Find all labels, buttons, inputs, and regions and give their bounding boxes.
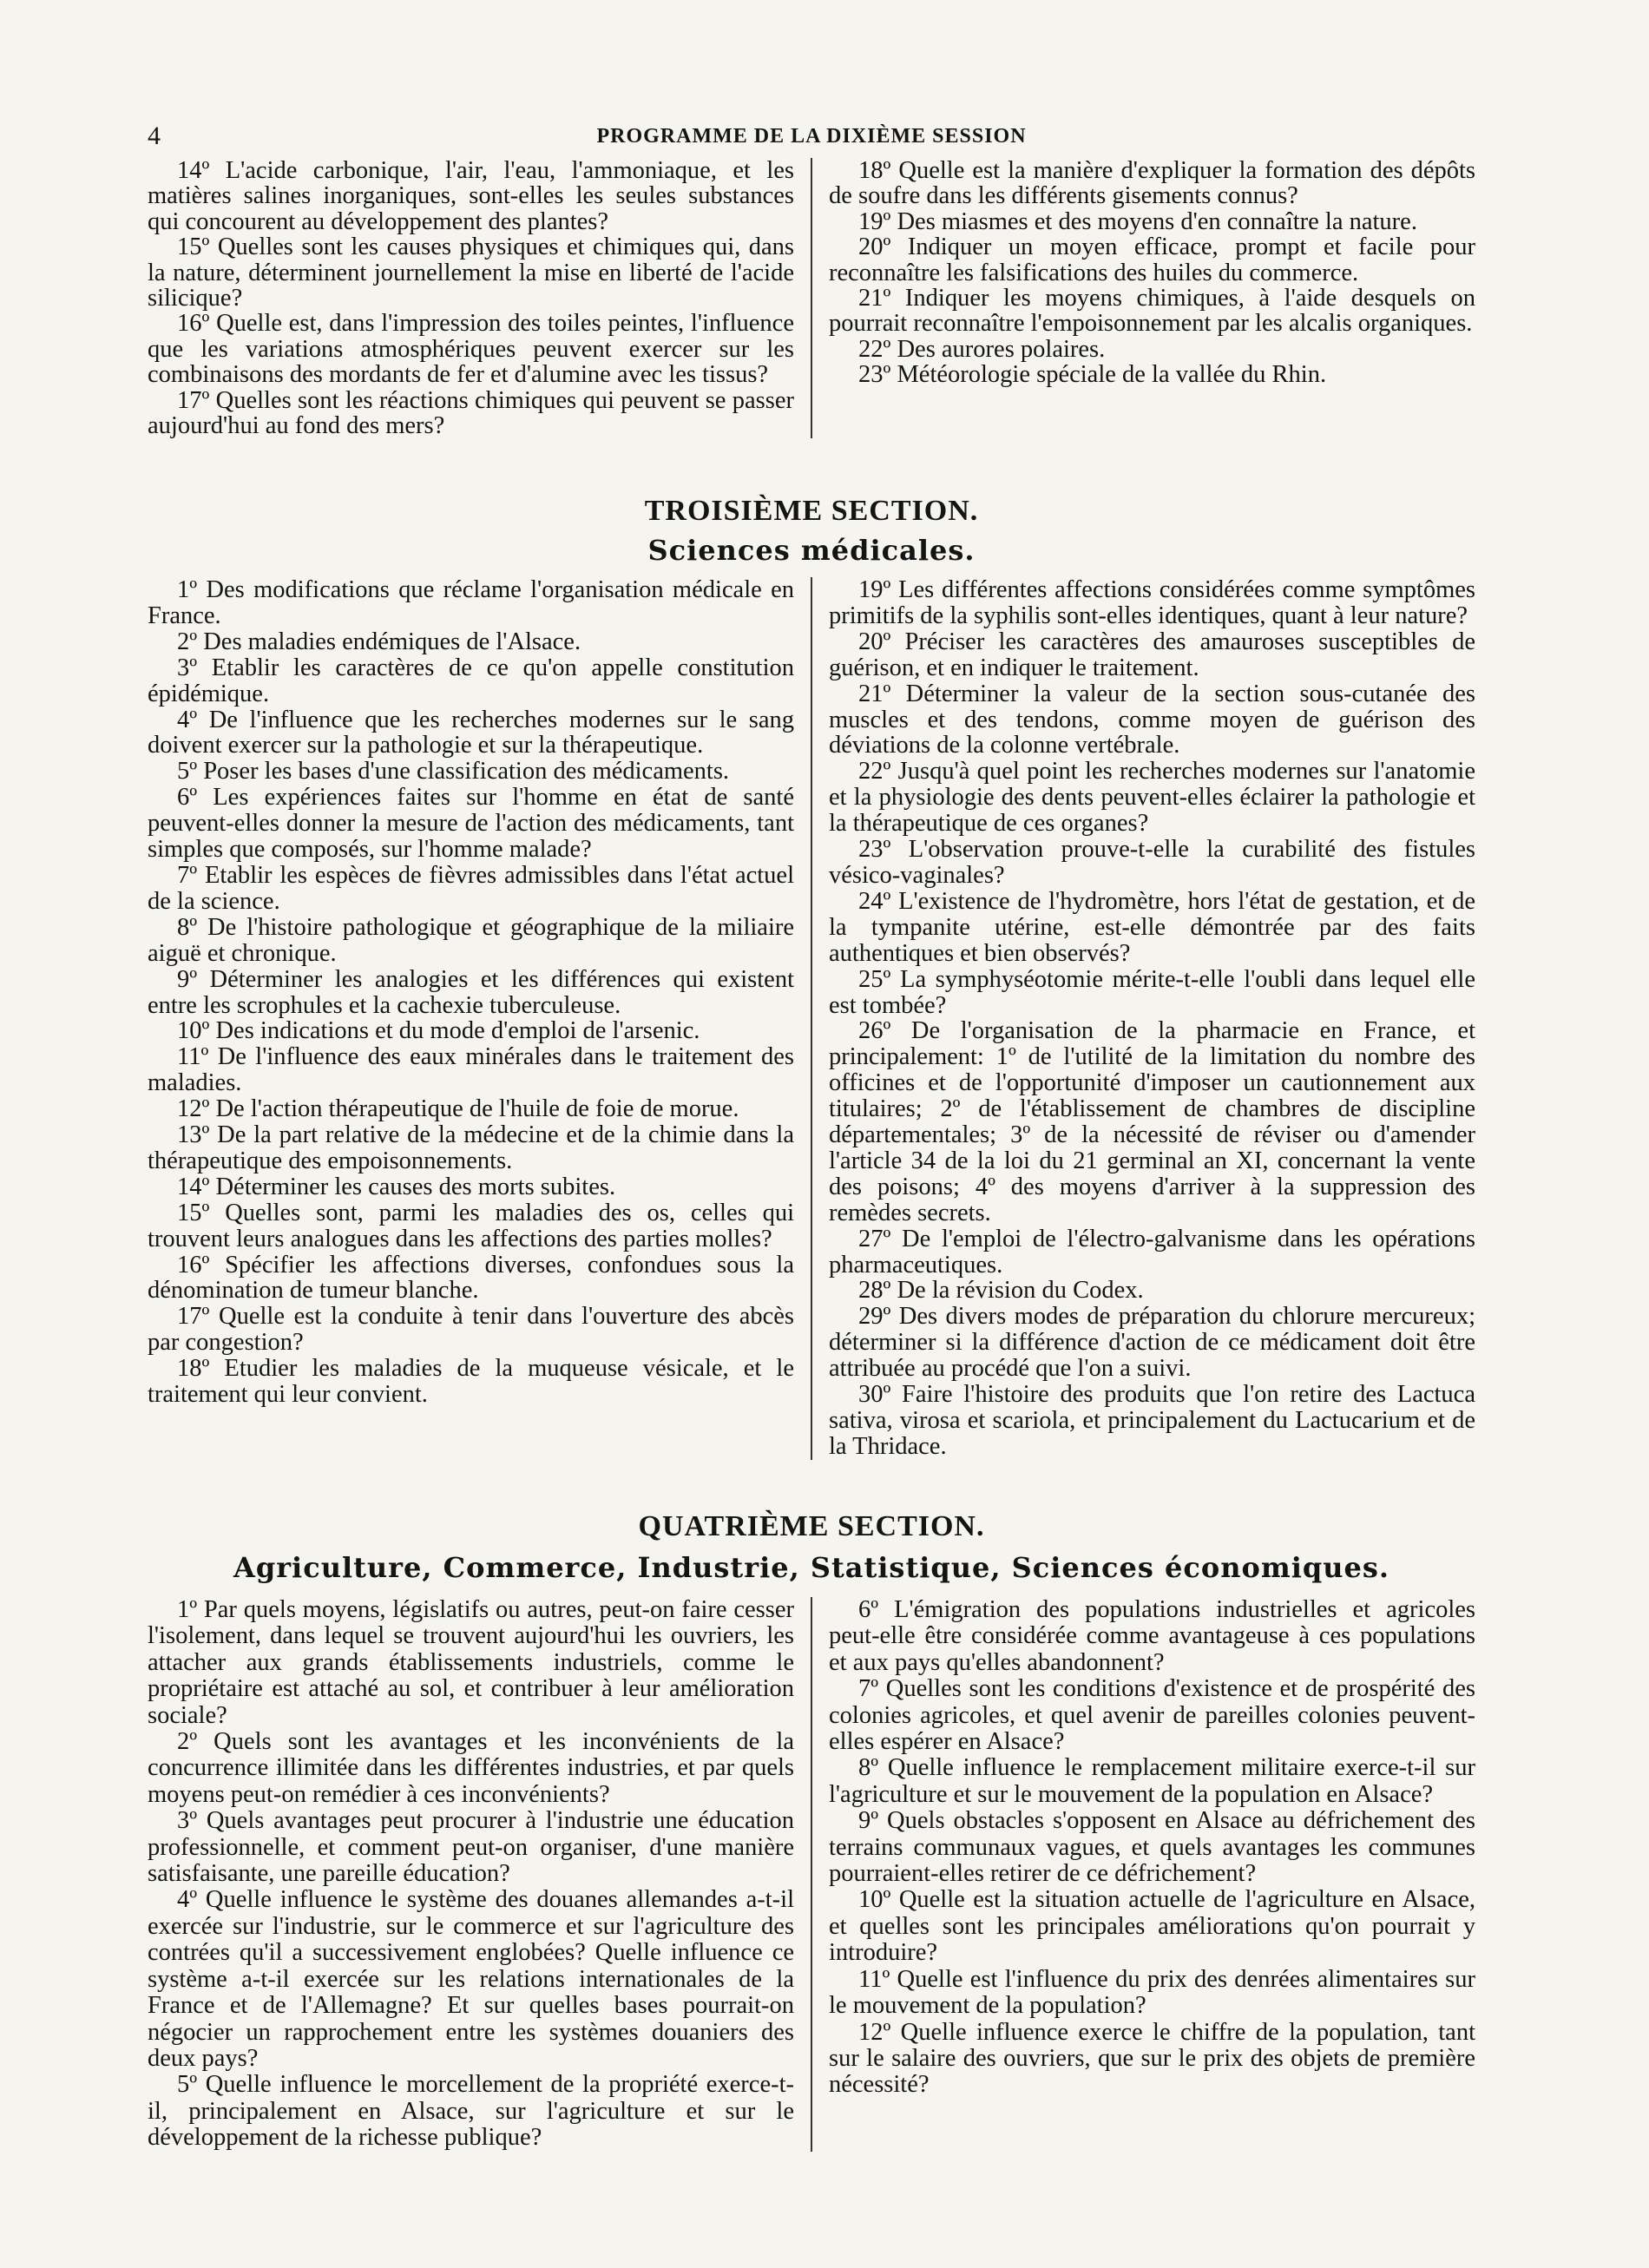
question-item: 1º Des modifications que réclame l'organisation médicale en France.: [148, 576, 794, 629]
question-item: 2º Quels sont les avantages et les inconvénients de la concurrence illimitée dans les différentes industries, et par quels moyens peut-on remédier à ces inconvénients?: [148, 1728, 794, 1808]
question-item: 8º De l'histoire pathologique et géographique de la miliaire aiguë et chronique.: [148, 913, 794, 967]
question-item: 23º Météorologie spéciale de la vallée du Rhin.: [858, 361, 1327, 389]
page-number: 4: [148, 122, 161, 150]
question-item: 10º Des indications et du mode d'emploi de l'arsenic.: [177, 1017, 700, 1045]
question-item: 22º Des aurores polaires.: [858, 335, 1106, 363]
question-item: 25º La symphyséotomie mérite-t-elle l'oubli dans lequel elle est tombée?: [829, 965, 1475, 1019]
question-item: 17º Quelles sont les réactions chimiques qui peuvent se passer aujourd'hui au fond des mers?: [148, 386, 794, 440]
section-continuation-columns: [148, 158, 1475, 438]
left-column: [148, 1597, 794, 2152]
question-item: 19º Les différentes affections considérées comme symptômes primitifs de la syphilis sont-elles identiques, quant à leur nature?: [829, 576, 1475, 629]
question-item: 11º Quelle est l'influence du prix des denrées alimentaires sur le mouvement de la population?: [829, 1965, 1475, 2020]
question-item: 10º Quelle est la situation actuelle de l'agriculture en Alsace, et quelles sont les principales améliorations qu'on pourrait y introduire?: [829, 1886, 1475, 1967]
question-item: 1º Par quels moyens, législatifs ou autres, peut-on faire cesser l'isolement, dans lequel se trouvent aujourd'hui les ouvriers, les attacher aux grands établissements industriels, comme le propriétaire est attaché au sol, et contribuer à leur amélioration sociale?: [148, 1596, 794, 1729]
question-item: 9º Quels obstacles s'opposent en Alsace au défrichement des terrains communaux vagues, et quels avantages les communes pourraient-elles retirer de ce défrichement?: [829, 1807, 1475, 1888]
question-item: 23º L'observation prouve-t-elle la curabilité des fistules vésico-vaginales?: [829, 836, 1475, 889]
question-item: 6º L'émigration des populations industrielles et agricoles peut-elle être considérée comme avantageuse à ces populations et aux pays qu'elles abandonnent?: [829, 1596, 1475, 1676]
column-divider: [811, 1597, 812, 2152]
running-head: [148, 122, 1475, 156]
question-item: 2º Des maladies endémiques de l'Alsace.: [177, 628, 581, 655]
question-item: 3º Etablir les caractères de ce qu'on appelle constitution épidémique.: [148, 654, 794, 707]
question-item: 5º Poser les bases d'une classification des médicaments.: [177, 758, 730, 786]
right-column: [829, 158, 1475, 438]
question-item: 24º L'existence de l'hydromètre, hors l'état de gestation, et de la tympanite utérine, est-elle démontrée par des faits authentiques et bien observés?: [829, 887, 1475, 967]
question-item: 17º Quelle est la conduite à tenir dans l'ouverture des abcès par congestion?: [148, 1303, 794, 1357]
question-item: 3º Quels avantages peut procurer à l'industrie une éducation professionnelle, et comment peut-on organiser, d'une manière satisfaisante, une pareille éducation?: [148, 1807, 794, 1888]
running-title: PROGRAMME DE LA DIXIÈME SESSION: [596, 125, 1027, 148]
question-item: 12º Quelle influence exerce le chiffre de la population, tant sur le salaire des ouvriers, que sur le prix des objets de première nécessité?: [829, 2018, 1475, 2099]
question-item: 7º Quelles sont les conditions d'existence et de prospérité des colonies agricoles, et quel avenir de pareilles colonies peuvent-elles espérer en Alsace?: [829, 1675, 1475, 1756]
section-title: QUATRIÈME SECTION.: [638, 1510, 985, 1542]
question-item: 4º Quelle influence le système des douanes allemandes a-t-il exercée sur l'industrie, sur le commerce et sur l'agriculture des contrées qu'il a successivement englobées? Quelle influence ce système a-t-il exercée sur les relations internationales de la France et de l'Allemagne? Et sur quelles bases pourrait-on négocier un rapprochement entre les systèmes douaniers des deux pays?: [148, 1886, 794, 2072]
right-column: [829, 1597, 1475, 2152]
section-title: TROISIÈME SECTION.: [644, 495, 979, 527]
right-column: [829, 577, 1475, 1460]
question-item: 9º Déterminer les analogies et les différences qui existent entre les scrophules et la cachexie tuberculeuse.: [148, 965, 794, 1019]
column-divider: [811, 577, 812, 1460]
question-item: 20º Indiquer un moyen efficace, prompt et facile pour reconnaître les falsifications des huiles du commerce.: [829, 233, 1475, 286]
question-item: 18º Etudier les maladies de la muqueuse vésicale, et le traitement qui leur convient.: [148, 1355, 794, 1409]
question-item: 8º Quelle influence le remplacement militaire exerce-t-il sur l'agriculture et sur le mouvement de la population en Alsace?: [829, 1754, 1475, 1808]
question-item: 13º De la part relative de la médecine et de la chimie dans la thérapeutique des empoisonnements.: [148, 1121, 794, 1174]
question-item: 5º Quelle influence le morcellement de la propriété exerce-t-il, principalement en Alsace, sur l'agriculture et sur le développement de la richesse publique?: [148, 2071, 794, 2152]
question-item: 29º Des divers modes de préparation du chlorure mercureux; déterminer si la différence d'action de ce médicament doit être attribuée au procédé que l'on a suivi.: [829, 1303, 1475, 1383]
question-item: 20º Préciser les caractères des amauroses susceptibles de guérison, et en indiquer le traitement.: [829, 628, 1475, 681]
question-item: 16º Spécifier les affections diverses, confondues sous la dénomination de tumeur blanche.: [148, 1251, 794, 1305]
question-item: 11º De l'influence des eaux minérales dans le traitement des maladies.: [148, 1043, 794, 1097]
section-3-columns: [148, 577, 1475, 1460]
question-item: 16º Quelle est, dans l'impression des toiles peintes, l'influence que les variations atmosphériques peuvent exercer sur les combinaisons des mordants de fer et d'alumine avec les tissus?: [148, 310, 794, 389]
question-item: 21º Déterminer la valeur de la section sous-cutanée des muscles et des tendons, comme moyen de guérison des déviations de la colonne vertébrale.: [829, 680, 1475, 759]
question-item: 26º De l'organisation de la pharmacie en France, et principalement: 1º de l'utilité de la limitation du nombre des officines et de l'opportunité d'imposer un cautionnement aux titulaires; 2º de l'établissement de chambres de discipline départementales; 3º de la nécessité de réviser ou d'amender l'article 34 de la loi du 21 germinal an XI, concernant la vente des poisons; 4º des moyens d'arriver à la suppression des remèdes secrets.: [829, 1017, 1475, 1226]
question-item: 21º Indiquer les moyens chimiques, à l'aide desquels on pourrait reconnaître l'empoisonnement par les alcalis organiques.: [829, 285, 1475, 338]
question-item: 6º Les expériences faites sur l'homme en état de santé peuvent-elles donner la mesure de l'action des médicaments, tant simples que composés, sur l'homme malade?: [148, 784, 794, 864]
question-item: 19º Des miasmes et des moyens d'en connaître la nature.: [858, 207, 1417, 235]
question-item: 28º De la révision du Codex.: [858, 1277, 1144, 1305]
section-4-columns: [148, 1597, 1475, 2152]
question-item: 30º Faire l'histoire des produits que l'on retire des Lactuca sativa, virosa et scariola, et principalement du Lactucarium et de la Thridace.: [829, 1381, 1475, 1460]
question-item: 22º Jusqu'à quel point les recherches modernes sur l'anatomie et la physiologie des dents peuvent-elles éclairer la pathologie et la thérapeutique de ces organes?: [829, 758, 1475, 838]
question-item: 12º De l'action thérapeutique de l'huile de foie de morue.: [177, 1095, 739, 1123]
question-item: 4º De l'influence que les recherches modernes sur le sang doivent exercer sur la pathologie et sur la thérapeutique.: [148, 706, 794, 759]
question-item: 7º Etablir les espèces de fièvres admissibles dans l'état actuel de la science.: [148, 861, 794, 915]
question-item: 15º Quelles sont les causes physiques et chimiques qui, dans la nature, déterminent journellement la mise en liberté de l'acide silicique?: [148, 233, 794, 312]
section-subtitle: Agriculture, Commerce, Industrie, Statistique, Sciences économiques.: [233, 1551, 1389, 1584]
left-column: [148, 158, 794, 438]
question-item: 18º Quelle est la manière d'expliquer la formation des dépôts de soufre dans les différents gisements connus?: [829, 157, 1475, 210]
question-item: 15º Quelles sont, parmi les maladies des os, celles qui trouvent leurs analogues dans les affections des parties molles?: [148, 1199, 794, 1252]
left-column: [148, 577, 794, 1460]
question-item: 14º L'acide carbonique, l'air, l'eau, l'ammoniaque, et les matières salines inorganiques, sont-elles les seules substances qui concourent au développement des plantes?: [148, 157, 794, 235]
column-divider: [811, 158, 812, 438]
section-subtitle: Sciences médicales.: [647, 534, 976, 567]
question-item: 14º Déterminer les causes des morts subites.: [177, 1173, 616, 1200]
question-item: 27º De l'emploi de l'électro-galvanisme dans les opérations pharmaceutiques.: [829, 1225, 1475, 1279]
